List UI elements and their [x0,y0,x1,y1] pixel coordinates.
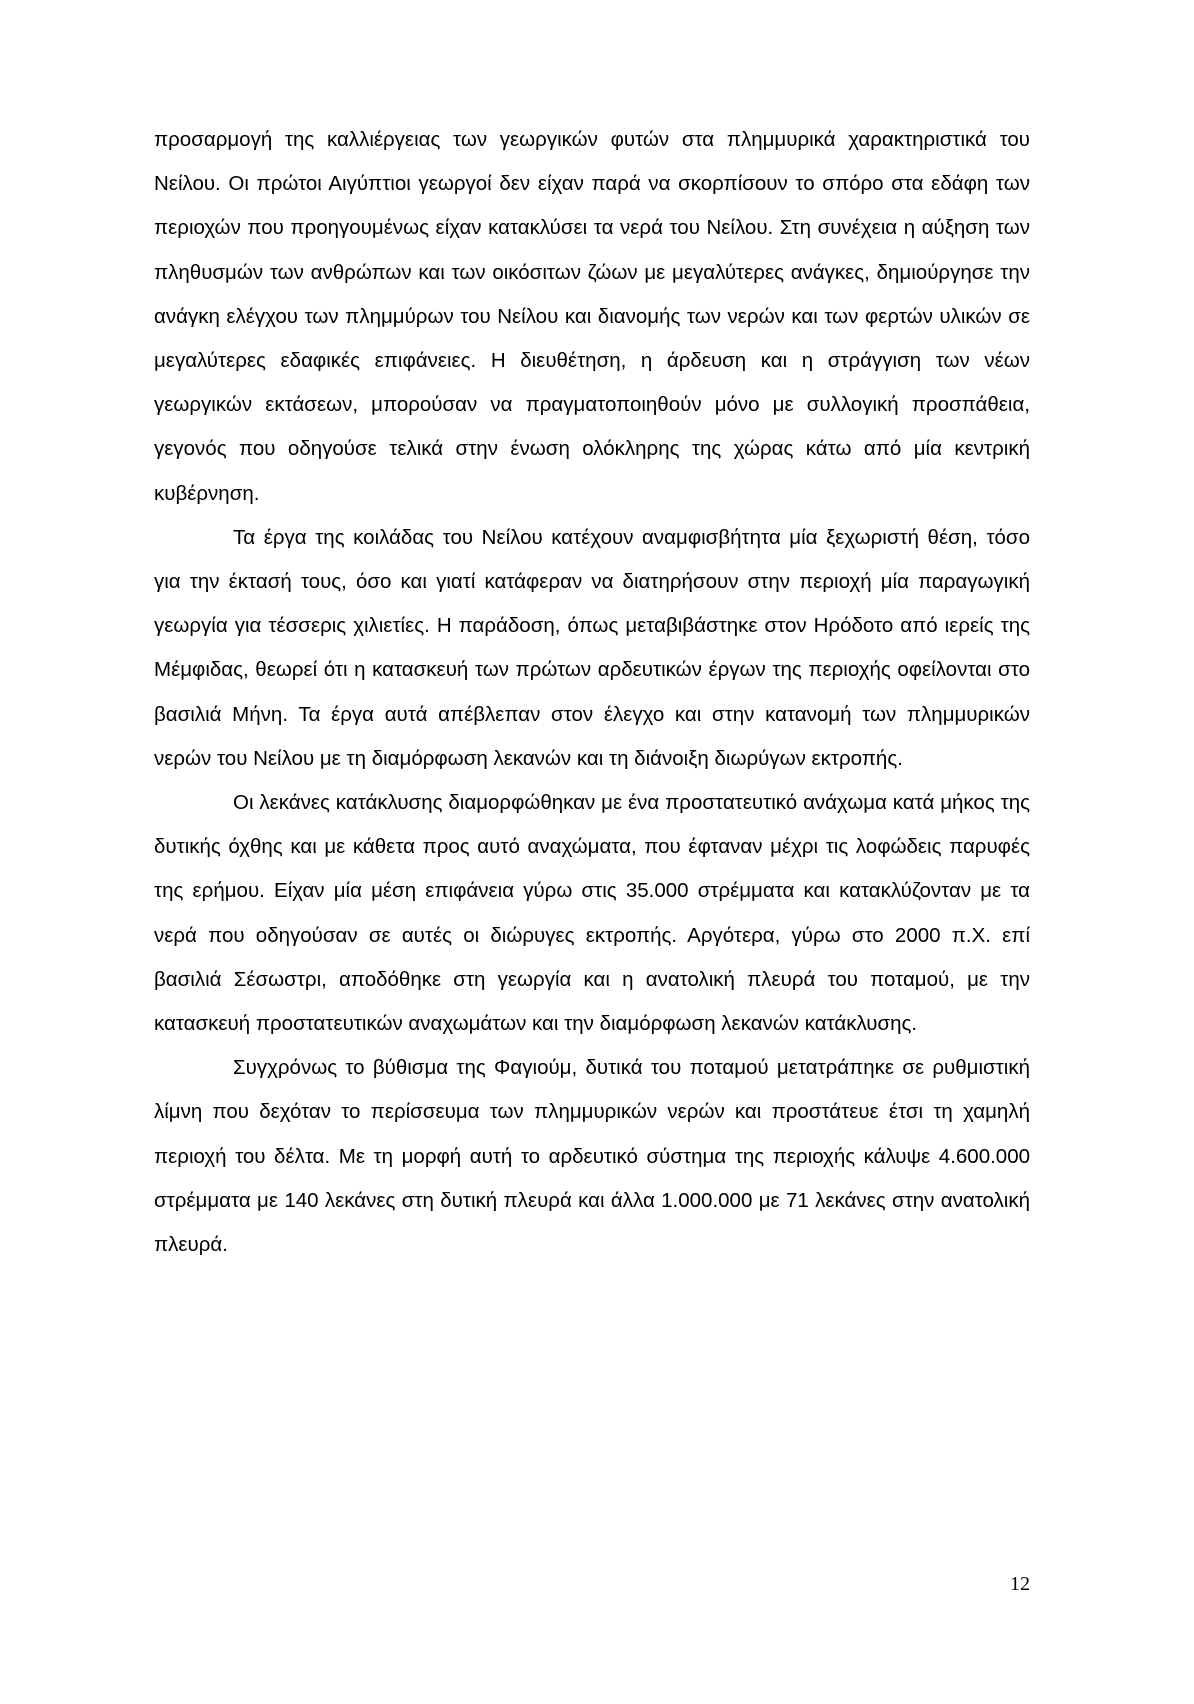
paragraph-3: Οι λεκάνες κατάκλυσης διαμορφώθηκαν με ένα προστατευτικό ανάχωμα κατά μήκος της δυτικής όχθης και με κάθετα προς αυτό αναχώματα, που έφταναν μέχρι τις λοφώδεις παρυφές της ερήμου. Είχαν μία μέση επιφάνεια γύρω στις 35.000 στρέμματα και κατακλύζονταν με τα νερά που οδηγούσαν σε αυτές οι διώρυγες εκτροπής. Αργότερα, γύρω στο 2000 π.Χ. επί βασιλιά Σέσωστρι, αποδόθηκε στη γεωργία και η ανατολική πλευρά του ποταμού, με την κατασκευή προστατευτικών αναχωμάτων και την διαμόρφωση λεκανών κατάκλυσης. [154,791,1030,1036]
body-text [154,118,1030,1267]
paragraph-4: Συγχρόνως το βύθισμα της Φαγιούμ, δυτικά του ποταμού μετατράπηκε σε ρυθμιστική λίμνη που δεχόταν το περίσσευμα των πλημμυρικών νερών και προστάτευε έτσι τη χαμηλή περιοχή του δέλτα. Με τη μορφή αυτή το αρδευτικό σύστημα της περιοχής κάλυψε 4.600.000 στρέμματα με 140 λεκάνες στη δυτική πλευρά και άλλα 1.000.000 με 71 λεκάνες στην ανατολική πλευρά. [154,1056,1030,1257]
paragraph-2: Τα έργα της κοιλάδας του Νείλου κατέχουν αναμφισβήτητα μία ξεχωριστή θέση, τόσο για την έκτασή τους, όσο και γιατί κατάφεραν να διατηρήσουν στην περιοχή μία παραγωγική γεωργία για τέσσερις χιλιετίες. Η παράδοση, όπως μεταβιβάστηκε στον Ηρόδοτο από ιερείς της Μέμφιδας, θεωρεί ότι η κατασκευή των πρώτων αρδευτικών έργων της περιοχής οφείλονται στο βασιλιά Μήνη. Τα έργα αυτά απέβλεπαν στον έλεγχο και στην κατανομή των πλημμυρικών νερών του Νείλου με τη διαμόρφωση λεκανών και τη διάνοιξη διωρύγων εκτροπής. [154,525,1030,770]
page-number: 12 [1010,1573,1030,1595]
paragraph-1: προσαρμογή της καλλιέργειας των γεωργικών φυτών στα πλημμυρικά χαρακτηριστικά του Νείλου. Οι πρώτοι Αιγύπτιοι γεωργοί δεν είχαν παρά να σκορπίσουν το σπόρο στα εδάφη των περιοχών που προηγουμένως είχαν κατακλύσει τα νερά του Νείλου. Στη συνέχεια η αύξηση των πληθυσμών των ανθρώπων και των οικόσιτων ζώων με μεγαλύτερες ανάγκες, δημιούργησε την ανάγκη ελέγχου των πλημμύρων του Νείλου και διανομής των νερών και των φερτών υλικών σε μεγαλύτερες εδαφικές επιφάνειες. Η διευθέτηση, η άρδευση και η στράγγιση των νέων γεωργικών εκτάσεων, μπορούσαν να πραγματοποιηθούν μόνο με συλλογική προσπάθεια, γεγονός που οδηγούσε τελικά στην ένωση ολόκληρης της χώρας κάτω από μία κεντρική κυβέρνηση. [154,128,1030,505]
